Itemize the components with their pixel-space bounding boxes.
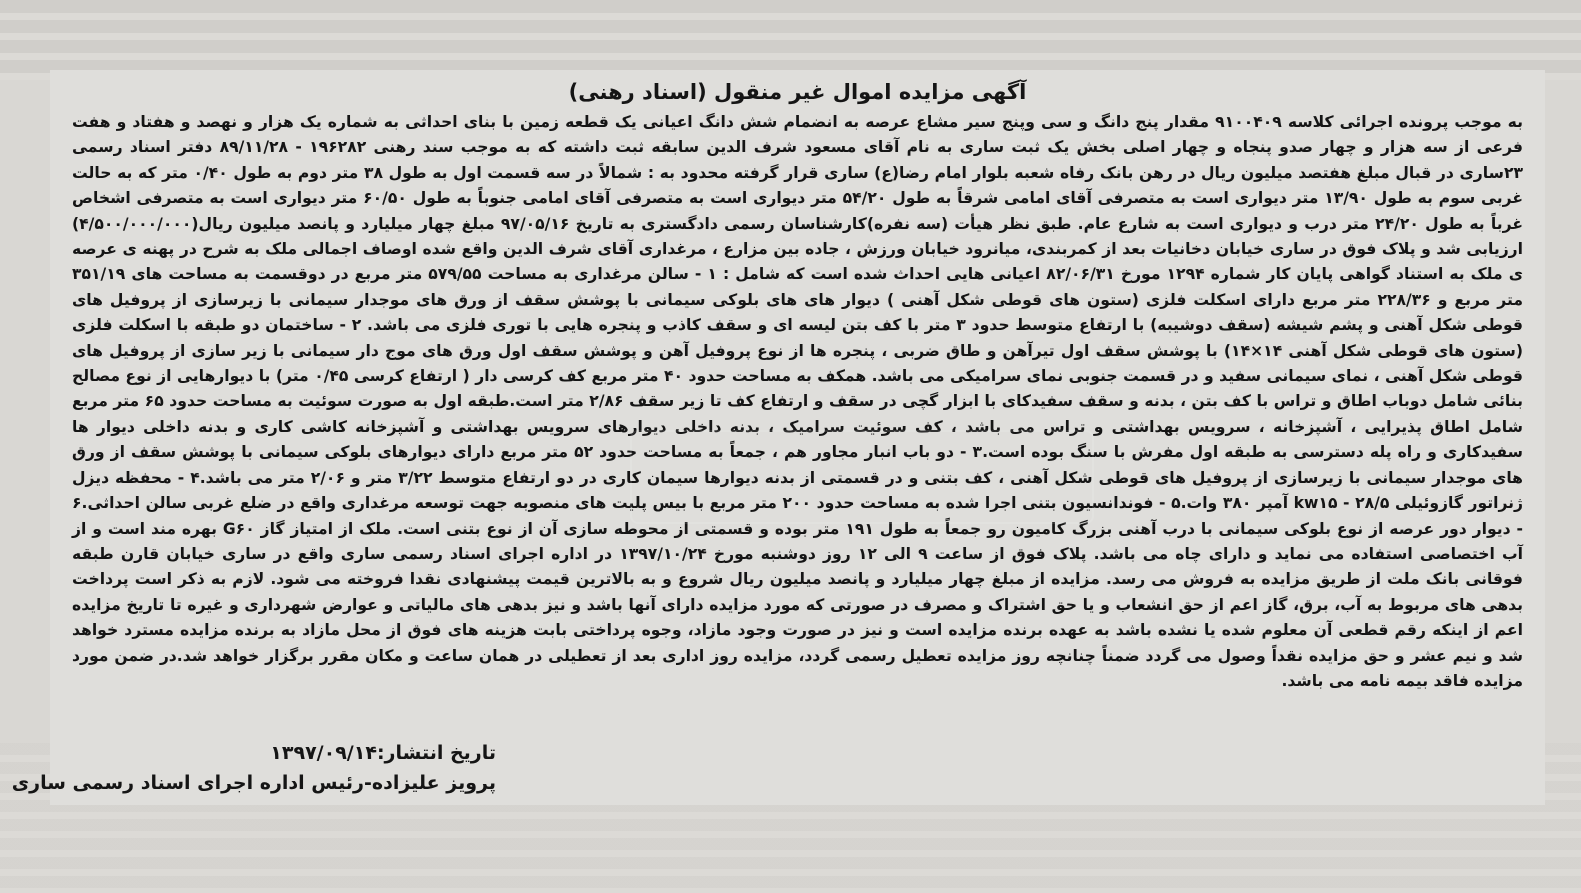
adjacent-column-bleed-top	[0, 0, 1581, 80]
faint-watermark	[630, 430, 1094, 524]
notice-body: به موجب پرونده اجرائی کلاسه ۹۱۰۰۴۰۹ مقدار پنج دانگ و سی وپنج سیر مشاع عرصه به انضمام شش دانگ اعیانی یک قطعه زمین با بنای احداثی به شماره یک هزار و نهصد و هفتاد و هفت فرعی از سه هزار و چهار صدو پنجاه و چهار اصلی بخش یک ثبت ساری به نام آقای مسعود شرف الدین سابقه ثبت داشته که به موجب سند رهنی ۱۹۶۲۸۲ - ۸۹/۱۱/۲۸ دفتر اسناد رسمی ۲۳ساری در قبال مبلغ هفتصد میلیون ریال در رهن بانک رفاه شعبه بلوار امام رضا(ع) ساری قرار گرفته محدود به : شمالاً در سه قسمت اول به طول ۳۸ متر دوم به طول ۰/۴۰ متر که به حالت غربی سوم به طول ۱۳/۹۰ متر دیواری است به متصرفی آقای امامی شرقاً به طول ۵۴/۲۰ متر دیواری است به متصرفی آقای امامی جنوباً به طول ۶۰/۵۰ متر دیواری است به متصرفی اشخاص غرباً به طول ۲۴/۲۰ متر درب و دیواری است به شارع عام. طبق نظر هیأت (سه نفره)کارشناسان رسمی دادگستری به تاریخ ۹۷/۰۵/۱۶ مبلغ چهار میلیارد و پانصد میلیون ریال(۴/۵۰۰/۰۰۰/۰۰۰) ارزیابی شد و پلاک فوق در ساری خیابان دخانیات بعد از کمربندی، میانرود خیابان ورزش ، جاده بین مزارع ، مرغداری آقای شرف الدین واقع شده اوصاف اجمالی ملک به شرح در پهنه ی عرصه ی ملک به استناد گواهی پایان کار شماره ۱۲۹۴ مورخ ۸۲/۰۶/۳۱ اعیانی هایی احداث شده است که شامل : ۱ - سالن مرغداری به مساحت ۵۷۹/۵۵ متر مربع در دوقسمت به مساحت های ۳۵۱/۱۹ متر مربع و ۲۲۸/۳۶ متر مربع دارای اسکلت فلزی (ستون های قوطی شکل آهنی ) دیوار های های بلوکی سیمانی با پوشش سقف از ورق های موجدار سیمانی با زیرسازی از پروفیل های قوطی شکل آهنی و پشم شیشه (سقف دوشیبه) با ارتفاع متوسط حدود ۳ متر با کف بتن لیسه ای و سقف کاذب و پنجره هایی با توری فلزی می باشد. ۲ - ساختمان دو طبقه با اسکلت فلزی (ستون های قوطی شکل آهنی ۱۴×۱۴) با پوشش سقف اول تیرآهن و طاق ضربی ، پنجره ها از نوع پروفیل آهن و پوشش سقف اول ورق های موج دار سیمانی با زیر سازی از پروفیل های قوطی شکل آهنی ، نمای سیمانی سفید و در قسمت جنوبی نمای سرامیکی می باشد. همکف به مساحت حدود ۴۰ متر مربع کف کرسی دار ( ارتفاع کرسی ۰/۴۵ متر) با دیوارهایی از نوع مصالح بنائی شامل دوباب اطاق و تراس با کف بتن ، بدنه و سقف سفیدکای با ابزار گچی در سقف و ارتفاع کف تا زیر سقف ۲/۸۶ متر است.طبقه اول به صورت سوئیت به مساحت حدود ۶۵ متر مربع شامل اطاق پذیرایی ، آشپزخانه ، سرویس بهداشتی و تراس می باشد ، کف سوئیت سرامیک ، بدنه داخلی دیوارهای سرویس بهداشتی و آشپزخانه کاشی کاری و بدنه داخلی دیوار ها سفیدکاری و راه پله دسترسی به طبقه اول مفرش با سنگ بوده است.۳ - دو باب انبار مجاور هم ، جمعاً به مساحت حدود ۵۲ متر مربع دارای دیوارهای بلوکی سیمانی با پوشش سقف از ورق های موجدار سیمانی با زیرسازی از پروفیل های قوطی شکل آهنی ، کف بتنی و در قسمتی از بدنه دیوارها سیمان کاری در دو ارتفاع متوسط ۳/۲۲ متر و ۲/۰۶ متر می باشد.۴ - محفظه دیزل ژنراتور گازوئیلی kw۱۵ - ۲۸/۵ آمپر ۳۸۰ وات.۵ - فوندانسیون بتنی اجرا شده به مساحت حدود ۲۰۰ متر مربع با بیس پلیت های منصوبه جهت توسعه مرغداری واقع در ضلع غربی سالن احداثی.۶ - دیوار دور عرصه از نوع بلوکی سیمانی با درب آهنی بزرگ کامیون رو جمعاً به طول ۱۹۱ متر بوده و قسمتی از محوطه سازی آن از نوع بتنی است. ملک از امتیاز گاز G۶۰ بهره مند است و از آب اختصاصی استفاده می نماید و دارای چاه می باشد. پلاک فوق از ساعت ۹ الی ۱۲ روز دوشنبه مورخ ۱۳۹۷/۱۰/۲۴ در اداره اجرای اسناد رسمی ساری واقع در ساری خیابان قارن طبقه فوقانی بانک ملت از طریق مزایده به فروش می رسد. مزایده از مبلغ چهار میلیارد و پانصد میلیون ریال شروع و به بالاترین قیمت پیشنهادی نقدا فروخته می شود. لازم به ذکر است پرداخت بدهی های مربوط به آب، برق، گاز اعم از حق انشعاب و یا حق اشتراک و مصرف در صورتی که مورد مزایده دارای آنها باشد و نیز بدهی های مالیاتی و عوارض شهرداری و غیره تا تاریخ مزایده اعم از اینکه رقم قطعی آن معلوم شده یا نشده باشد به عهده برنده مزایده است و نیز در صورت وجود مازاد، وجوه پرداختی بابت هزینه های فوق از محل مازاد به برنده مزایده مسترد خواهد شد و نیم عشر و حق مزایده نقداً وصول می گردد ضمناً چنانچه روز مزایده تعطیل رسمی گردد، مزایده روز اداری بعد از تعطیلی در همان ساعت و مکان مقرر برگزار خواهد شد.در ضمن مورد مزایده فاقد بیمه نامه می باشد.	[72, 113, 1524, 690]
signature-line: پرویز علیزاده-رئیس اداره اجرای اسناد رسمی ساری	[11, 772, 496, 794]
auction-notice	[11, 70, 1545, 805]
notice-footer	[11, 738, 496, 798]
notice-title: آگهی مزایده اموال غیر منقول (اسناد رهنی)	[568, 80, 1027, 104]
publish-date: تاریخ انتشار:۱۳۹۷/۰۹/۱۴	[270, 742, 496, 764]
